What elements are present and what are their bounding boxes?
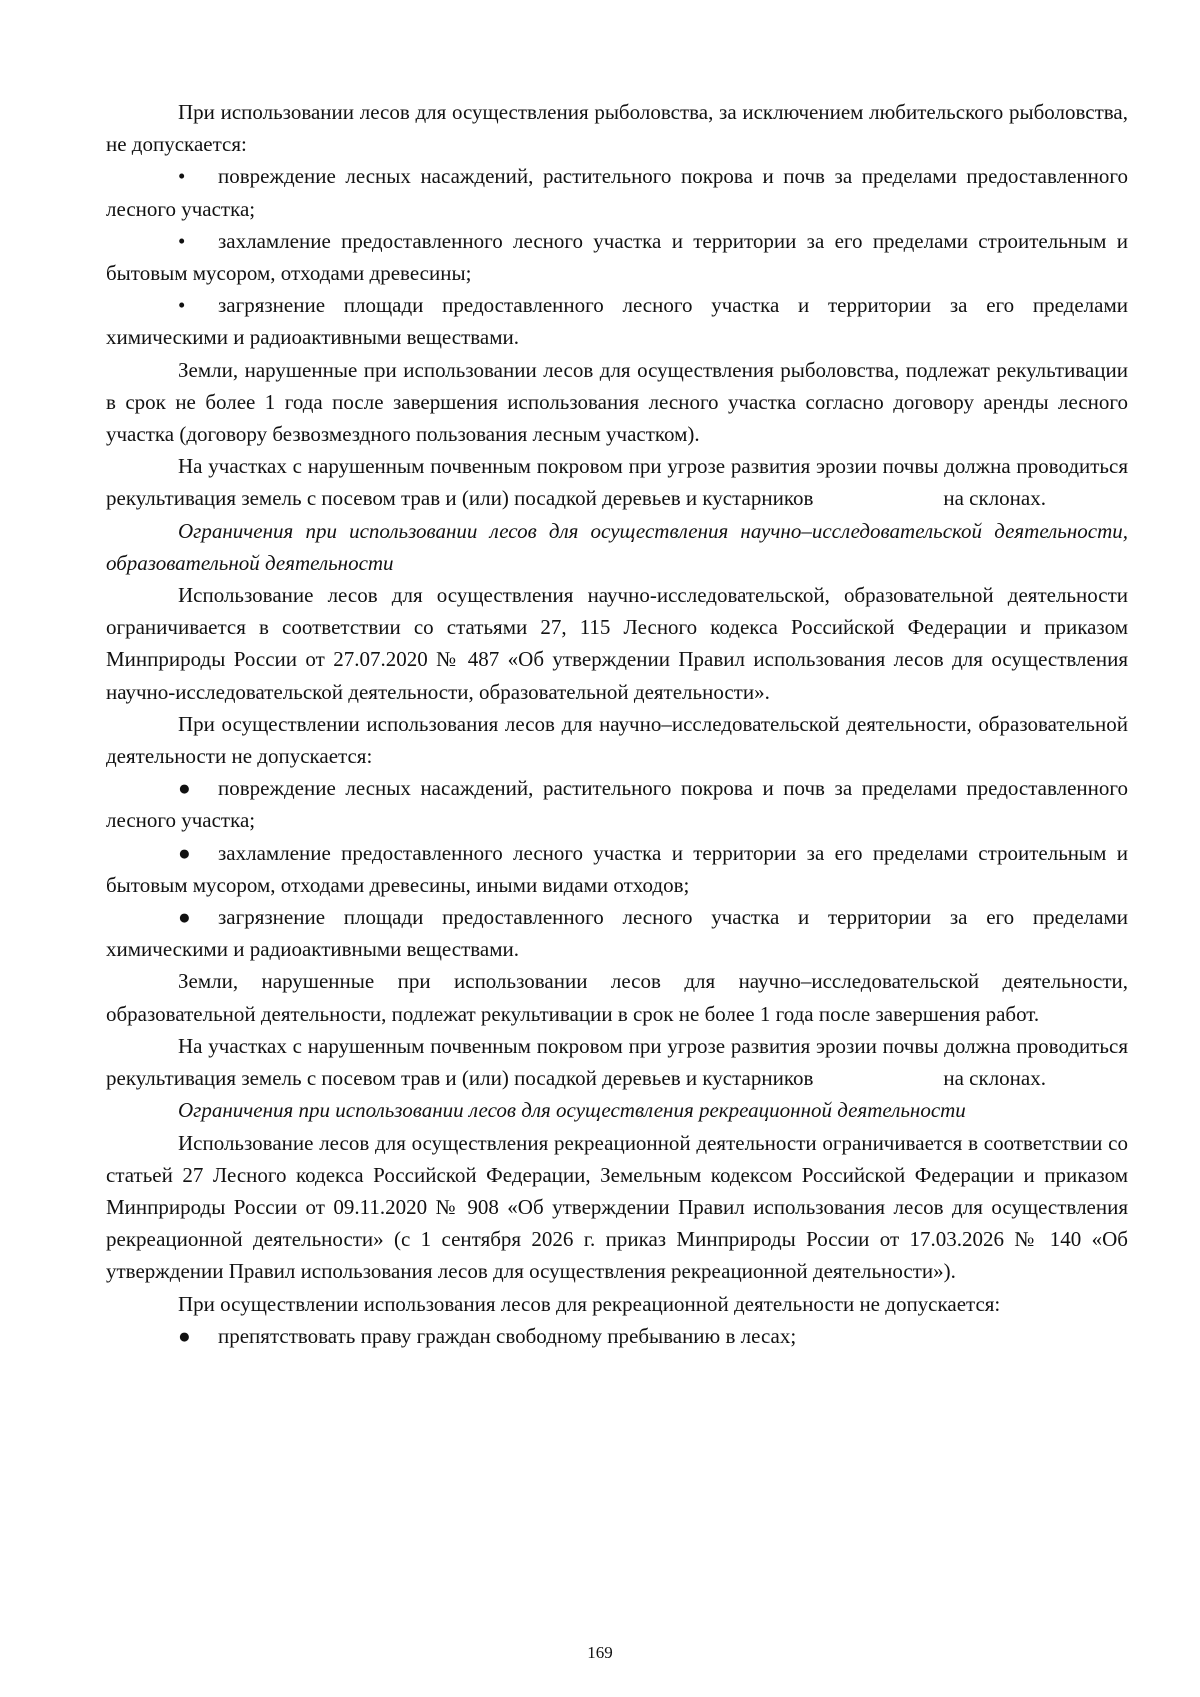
list-item: [106, 225, 1128, 289]
paragraph: Земли, нарушенные при использовании лесов для научно–исследовательской деятельности, образовательной деятельности, подлежат рекультивации в срок не более 1 года после завершения работ.: [106, 969, 1128, 1026]
paragraph-tail: на склонах.: [943, 1066, 1046, 1091]
document-body: [106, 96, 1128, 1352]
paragraph: [106, 1030, 1128, 1094]
list-item: [106, 1320, 1128, 1352]
list-item: [106, 160, 1128, 224]
paragraph-tail: на склонах.: [943, 486, 1046, 511]
bullet-icon: •: [178, 293, 186, 318]
list-item: [106, 901, 1128, 965]
list-item-text: загрязнение площади предоставленного лесного участка и территории за его пределами химическими и радиоактивными веществами.: [106, 905, 1128, 962]
bullet-icon: •: [178, 164, 186, 189]
section-heading: Ограничения при использовании лесов для осуществления рекреационной деятельности: [178, 1098, 966, 1123]
paragraph-text: На участках с нарушенным почвенным покровом при угрозе развития эрозии почвы должна проводиться рекультивация земель с посевом трав и (или) посадкой деревьев и кустарников: [106, 454, 1128, 511]
page-number: 169: [587, 1643, 613, 1662]
list-item: [106, 837, 1128, 901]
bullet-icon: ●: [178, 776, 191, 801]
list-item-text: повреждение лесных насаждений, растительного покрова и почв за пределами предоставленного лесного участка;: [106, 776, 1128, 833]
bullet-icon: ●: [178, 1323, 191, 1348]
paragraph: При осуществлении использования лесов для рекреационной деятельности не допускается:: [178, 1291, 1001, 1316]
paragraph: Использование лесов для осуществления научно-исследовательской, образовательной деятельности ограничивается в соответствии со статьями 27, 115 Лесного кодекса Российской Федерации и приказом Минприроды России от 27.07.2020 № 487 «Об утверждении Правил использования лесов для осуществления научно-исследовательской деятельности, образовательной деятельности».: [106, 583, 1128, 704]
list-item-text: препятствовать праву граждан свободному пребыванию в лесах;: [218, 1323, 797, 1348]
list-item: [106, 289, 1128, 353]
paragraph: Земли, нарушенные при использовании лесов для осуществления рыболовства, подлежат рекультивации в срок не более 1 года после завершения использования лесного участка согласно договору аренды лесного участка (договору безвозмездного пользования лесным участком).: [106, 357, 1128, 447]
paragraph-text: На участках с нарушенным почвенным покровом при угрозе развития эрозии почвы должна проводиться рекультивация земель с посевом трав и (или) посадкой деревьев и кустарников: [106, 1033, 1128, 1091]
paragraph: При использовании лесов для осуществления рыболовства, за исключением любительского рыболовства, не допускается:: [106, 100, 1128, 157]
paragraph: При осуществлении использования лесов для научно–исследовательской деятельности, образовательной деятельности не допускается:: [106, 711, 1128, 769]
list-item-text: загрязнение площади предоставленного лесного участка и территории за его пределами химическими и радиоактивными веществами.: [106, 293, 1128, 350]
list-item-text: повреждение лесных насаждений, растительного покрова и почв за пределами предоставленного лесного участка;: [106, 164, 1128, 221]
section-heading: Ограничения при использовании лесов для осуществления научно–исследовательской деятельности, образовательной деятельности: [106, 518, 1128, 575]
bullet-icon: •: [178, 228, 186, 253]
list-item-text: захламление предоставленного лесного участка и территории за его пределами строительным и бытовым мусором, отходами древесины;: [106, 228, 1128, 286]
bullet-icon: ●: [178, 905, 191, 930]
paragraph: [106, 450, 1128, 514]
paragraph: Использование лесов для осуществления рекреационной деятельности ограничивается в соответствии со статьей 27 Лесного кодекса Российской Федерации, Земельным кодексом Российской Федерации и приказом Минприроды России от 09.11.2020 № 908 «Об утверждении Правил использования лесов для осуществления рекреационной деятельности» (с 1 сентября 2026 г. приказ Минприроды России от 17.03.2026 № 140 «Об утверждении Правил использования лесов для осуществления рекреационной деятельности»).: [106, 1130, 1128, 1284]
list-item-text: захламление предоставленного лесного участка и территории за его пределами строительным и бытовым мусором, отходами древесины, иными видами отходов;: [106, 840, 1128, 897]
list-item: [106, 772, 1128, 836]
bullet-icon: ●: [178, 840, 191, 865]
